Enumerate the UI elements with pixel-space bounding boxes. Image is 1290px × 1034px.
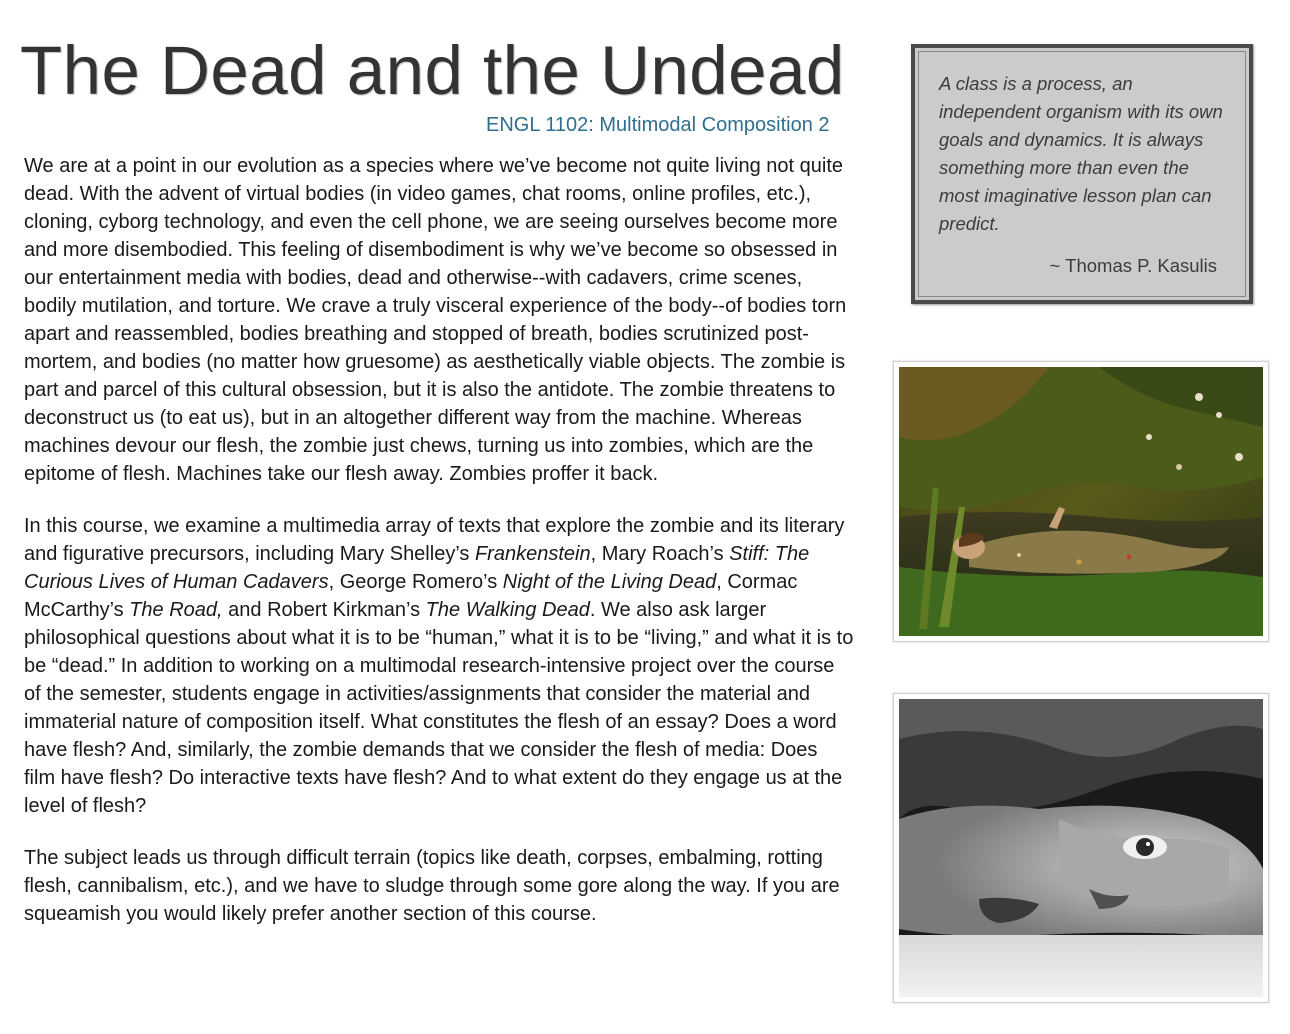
paragraph-texts <box>24 512 854 820</box>
quote-text: A class is a process, an independent organism with its own goals and dynamics. It is always something more than even the most imaginative lesson plan can predict. <box>939 73 1223 234</box>
paragraph-intro: We are at a point in our evolution as a species where we’ve become not quite living not quite dead. With the advent of virtual bodies (in video games, chat rooms, online profiles, etc.), cloning, cyborg technology, and even the cell phone, we are seeing ourselves become more and more disembodied. This feeling of disembodiment is why we’ve become so obsessed in our entertainment media with bodies, dead and otherwise--with cadavers, crime scenes, bodily mutilation, and torture. We crave a truly visceral experience of the body--of bodies torn apart and reassembled, bodies breathing and stopped of breath, bodies scrutinized post-mortem, and bodies (no matter how gruesome) as aesthetically viable objects. The zombie is part and parcel of this cultural obsession, but it is also the antidote. The zombie threatens to deconstruct us (to eat us), but in an altogether different way from the machine. Whereas machines devour our flesh, the zombie just chews, turning us into zombies, which are the epitome of flesh. Machines take our flesh away. Zombies proffer it back. <box>24 155 847 485</box>
ophelia-painting <box>893 361 1269 642</box>
text-segment: , Mary Roach’s <box>590 543 730 565</box>
course-description <box>24 152 854 928</box>
zombie-film-still <box>893 693 1269 1003</box>
film-title-night-of-the-living-dead: Night of the Living Dead <box>502 571 717 593</box>
text-segment: In this course, we examine a multimedia array of texts that explore the zombie and its literary and figurative precursors, including Mary Shelley’s <box>24 515 845 565</box>
paragraph-warning: The subject leads us through difficult terrain (topics like death, corpses, embalming, rotting flesh, cannibalism, etc.), and we have to sludge through some gore along the way. If you are squeamish you would likely prefer another section of this course. <box>24 847 840 925</box>
page-title: The Dead and the Undead <box>20 32 845 109</box>
text-segment: and Robert Kirkman’s <box>222 599 426 621</box>
ophelia-painting-image <box>899 367 1263 636</box>
book-title-the-road: The Road, <box>129 599 223 621</box>
text-segment: , Cormac McCarthy’s <box>24 571 798 621</box>
book-title-stiff: Stiff: The Curious Lives of Human Cadavers <box>24 543 810 593</box>
zombie-film-still-image <box>899 699 1263 997</box>
quote-author: ~ Thomas P. Kasulis <box>1049 255 1217 276</box>
quote-box <box>911 44 1253 304</box>
text-segment: , George Romero’s <box>328 571 503 593</box>
book-title-frankenstein: Frankenstein <box>474 543 591 565</box>
comic-title-walking-dead: The Walking Dead <box>425 599 590 621</box>
course-subtitle: ENGL 1102: Multimodal Composition 2 <box>486 114 830 136</box>
text-segment: . We also ask larger philosophical questions about what it is to be “human,” what it is to be “living,” and what it is to be “dead.” In addition to working on a multimodal research-intensive project over the course of the semester, students engage in activities/assignments that consider the material and immaterial nature of composition itself. What constitutes the flesh of an essay? Does a word have flesh? And, similarly, the zombie demands that we consider the flesh of media: Does film have flesh? Do interactive texts have flesh? And to what extent do they engage us at the level of flesh? <box>24 599 854 817</box>
